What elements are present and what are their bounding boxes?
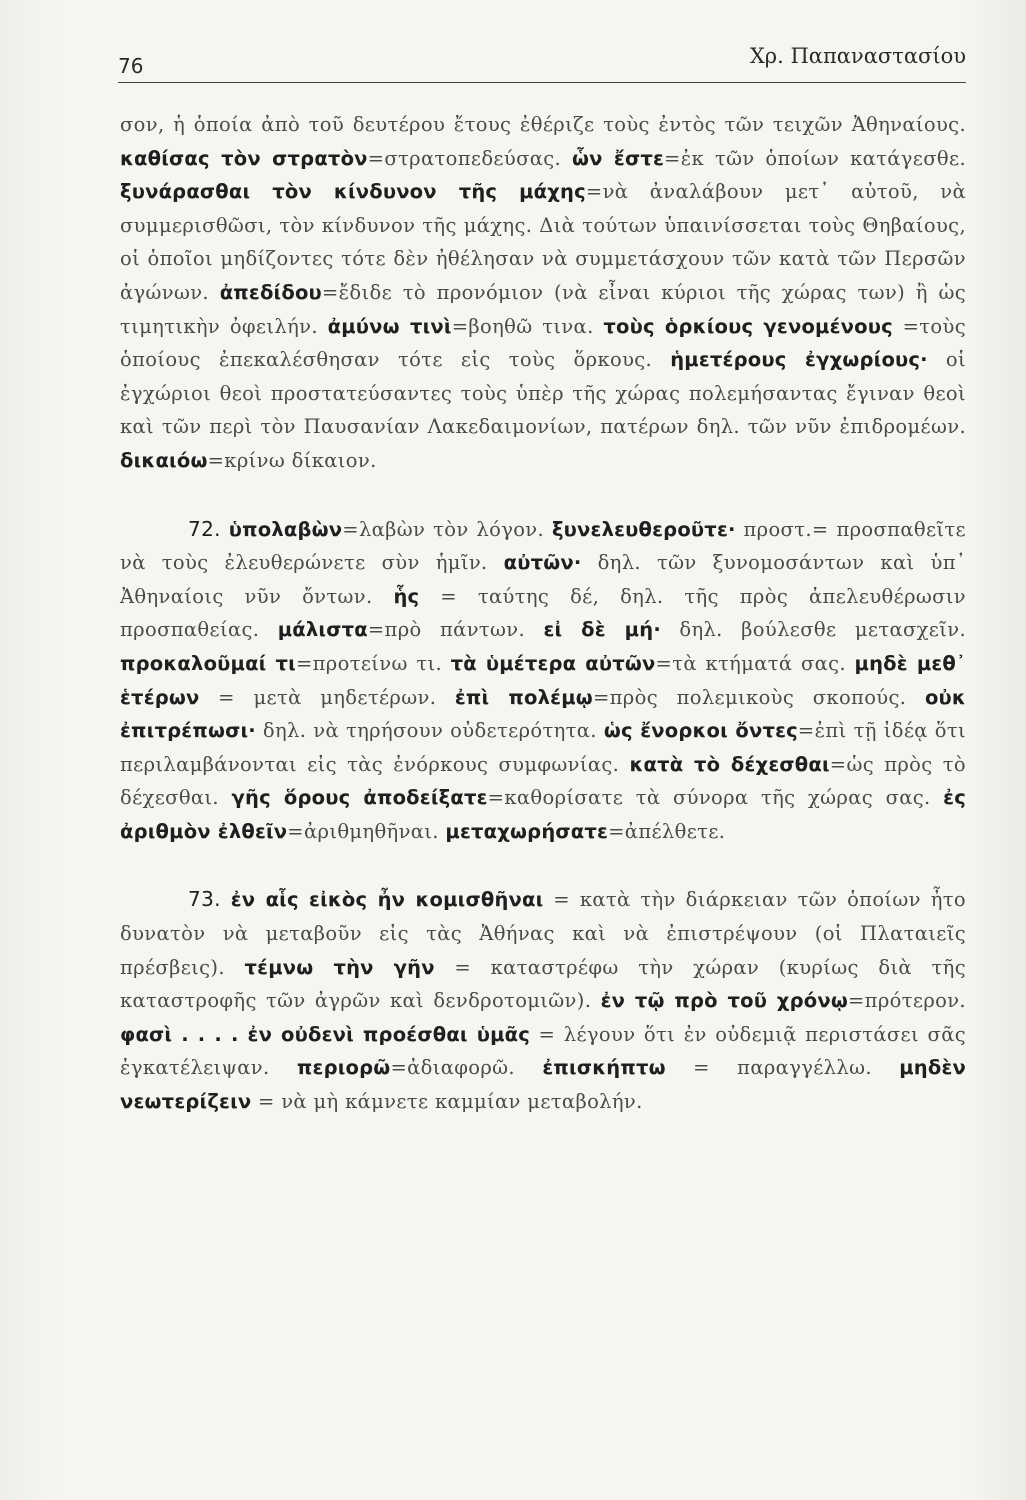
lemma: ὑπολαβὼν — [228, 517, 343, 541]
page-number: 76 — [118, 54, 144, 78]
lemma: τὰ ὑμέτερα αὐτῶν — [450, 651, 656, 675]
gloss-text: =ἐπὶ τῇ ἰδέᾳ ὅτι περιλαμβάνονται εἰς τὰς ἐνόρκους συμφωνίας. — [120, 719, 967, 776]
lemma: μάλιστα — [277, 618, 368, 642]
gloss-text: =λαβὼν τὸν λόγον. — [342, 517, 552, 541]
lemma: αὐτῶν· — [503, 551, 582, 575]
lemma: μηδὲ μεθ᾽ ἑτέρων — [120, 651, 966, 709]
gloss-text: =στρατοπεδεύσας. — [367, 146, 572, 170]
lemma: μηδὲν νεωτερίζειν — [120, 1056, 966, 1114]
gloss-text: δηλ. βούλεσθε μετασχεῖν. — [660, 618, 967, 642]
lemma: ἡμετέρους ἐγχωρίους· — [670, 348, 928, 372]
section-number: 73. — [188, 887, 221, 912]
gloss-text: = καταστρέφω τὴν χώραν (κυρίως διὰ τῆς καταστροφῆς τῶν ἀγρῶν καὶ δενδροτομιῶν). — [120, 955, 966, 1013]
lemma: ἐπισκήπτω — [542, 1056, 666, 1080]
gloss-text: = παραγγέλλω. — [665, 1056, 900, 1080]
lemma: ὧν ἔστε — [571, 146, 665, 170]
lemma: γῆς ὅρους ἀποδείξατε — [231, 786, 488, 810]
lemma: ἐν αἷς εἰκὸς ἦν κομισθῆναι — [230, 888, 544, 912]
gloss-text: =καθορίσατε τὰ σύνορα τῆς χώρας σας. — [487, 786, 944, 810]
gloss-text: = νὰ μὴ κάμνετε καμμίαν μεταβολήν. — [251, 1090, 643, 1114]
lemma: ξυνελευθεροῦτε· — [551, 517, 736, 541]
gloss-text: προστ.= προσπαθεῖτε νὰ τοὺς ἐλευθερώνετε σὺν ἡμῖν. — [120, 517, 966, 575]
lemma: τοὺς ὁρκίους γενομένους — [603, 314, 893, 338]
lemma: κατὰ τὸ δέχεσθαι — [629, 752, 830, 776]
gloss-text: =νὰ ἀναλάβουν μετ᾽ αὐτοῦ, νὰ συμμερισθῶσι, τὸν κίνδυνον τῆς μάχης. Διὰ τούτων ὑπαινίσσεται τοὺς Θηβαίους, οἱ ὁποῖοι μηδίζοντες τότε δὲν ἠθέλησαν νὰ συμμετάσχουν τῶν κατὰ τῶν Περσῶν ἀγώνων. — [120, 180, 966, 304]
header-rule — [118, 82, 966, 83]
gloss-text: οἱ ἐγχώριοι θεοὶ προστατεύσαντες τοὺς ὑπὲρ τῆς χώρας πολεμήσαντας ἔγιναν θεοὶ καὶ τῶν περὶ τὸν Παυσανίαν Λακεδαιμονίων, πατέρων δηλ. τῶν νῦν ἐπιδρομέων. — [120, 348, 966, 439]
lemma: φασὶ . . . . ἐν οὐδενὶ προέσθαι ὑμᾶς — [120, 1022, 530, 1046]
lemma: ἧς — [393, 584, 420, 608]
paragraph-73 — [120, 883, 966, 1118]
gloss-text: =προτείνω τι. — [295, 651, 451, 675]
gloss-text: =ἀδιαφορῶ. — [390, 1056, 543, 1080]
gloss-text: δηλ. τῶν ξυνομοσάντων καὶ ὑπ᾽ Ἀθηναίοις νῦν ὄντων. — [120, 551, 967, 608]
gloss-text: δηλ. νὰ τηρήσουν οὐδετερότητα. — [255, 719, 604, 743]
lemma: τέμνω τὴν γῆν — [244, 955, 435, 979]
gloss-text: =πρὸ πάντων. — [367, 618, 544, 642]
running-head: Χρ. Παπαναστασίου — [749, 44, 966, 68]
lemma: ἐπὶ πολέμῳ — [454, 685, 593, 709]
lemma: προκαλοῦμαί τι — [120, 651, 296, 675]
lemma: καθίσας τὸν στρατὸν — [120, 146, 368, 170]
gloss-text: =ὡς πρὸς τὸ δέχεσθαι. — [120, 752, 966, 810]
gloss-text: =βοηθῶ τινα. — [451, 314, 604, 338]
section-number: 72. — [188, 516, 221, 541]
lemma: περιορῶ — [296, 1056, 391, 1080]
gloss-text: =ἐκ τῶν ὁποίων κατάγεσθε. — [664, 146, 967, 170]
paragraph-continuation — [120, 108, 966, 478]
lemma: ἀπεδίδου — [219, 280, 322, 304]
gloss-text: =ἀριθμηθῆναι. — [287, 819, 446, 843]
lemma: δικαιόω — [120, 448, 208, 472]
paragraph-72 — [120, 513, 966, 849]
gloss-text: =ἀπέλθετε. — [608, 819, 726, 843]
gloss-text: = κατὰ τὴν διάρκειαν τῶν ὁποίων ἦτο δυνατὸν νὰ μεταβοῦν εἰς τὰς Ἀθήνας καὶ νὰ ἐπιστρέψουν (οἱ Πλαταιεῖς πρέσβεις). — [120, 888, 966, 979]
gloss-text: = μετὰ μηδετέρων. — [199, 685, 455, 709]
gloss-text: σον, ἡ ὁποία ἀπὸ τοῦ δευτέρου ἔτους ἐθέριζε τοὺς ἐντὸς τῶν τειχῶν Ἀθηναίους. — [120, 113, 966, 136]
lemma: ἐν τῷ πρὸ τοῦ χρόνῳ — [600, 989, 848, 1013]
lemma: μεταχωρήσατε — [445, 819, 609, 843]
lemma: ξυνάρασθαι τὸν κίνδυνον τῆς μάχης — [120, 180, 586, 204]
lemma: ἀμύνω τινὶ — [327, 314, 452, 338]
lemma: εἰ δὲ μή· — [543, 618, 661, 642]
gloss-text: = λέγουν ὅτι ἐν οὐδεμιᾷ περιστάσει σᾶς ἐγκατέλειψαν. — [120, 1022, 966, 1080]
page-header — [118, 40, 966, 80]
lemma: οὐκ ἐπιτρέπωσι· — [120, 685, 966, 743]
gloss-text: =ἔδιδε τὸ προνόμιον (νὰ εἶναι κύριοι τῆς χώρας των) ἢ ὡς τιμητικὴν ὀφειλήν. — [120, 280, 966, 338]
commentary-body — [120, 108, 966, 1119]
lemma: ὡς ἔνορκοι ὄντες — [603, 719, 798, 743]
gloss-text: = ταύτης δέ, δηλ. τῆς πρὸς ἀπελευθέρωσιν προσπαθείας. — [120, 584, 967, 642]
lemma: ἐς ἀριθμὸν ἐλθεῖν — [120, 786, 966, 843]
gloss-text: =πρότερον. — [847, 989, 966, 1013]
gloss-text: =κρίνω δίκαιον. — [207, 448, 377, 472]
gloss-text: =τὰ κτήματά σας. — [655, 651, 855, 675]
gloss-text: =πρὸς πολεμικοὺς σκοπούς. — [592, 685, 925, 709]
gloss-text: =τοὺς ὁποίους ἐπεκαλέσθησαν τότε εἰς τοὺς ὅρκους. — [120, 314, 966, 372]
